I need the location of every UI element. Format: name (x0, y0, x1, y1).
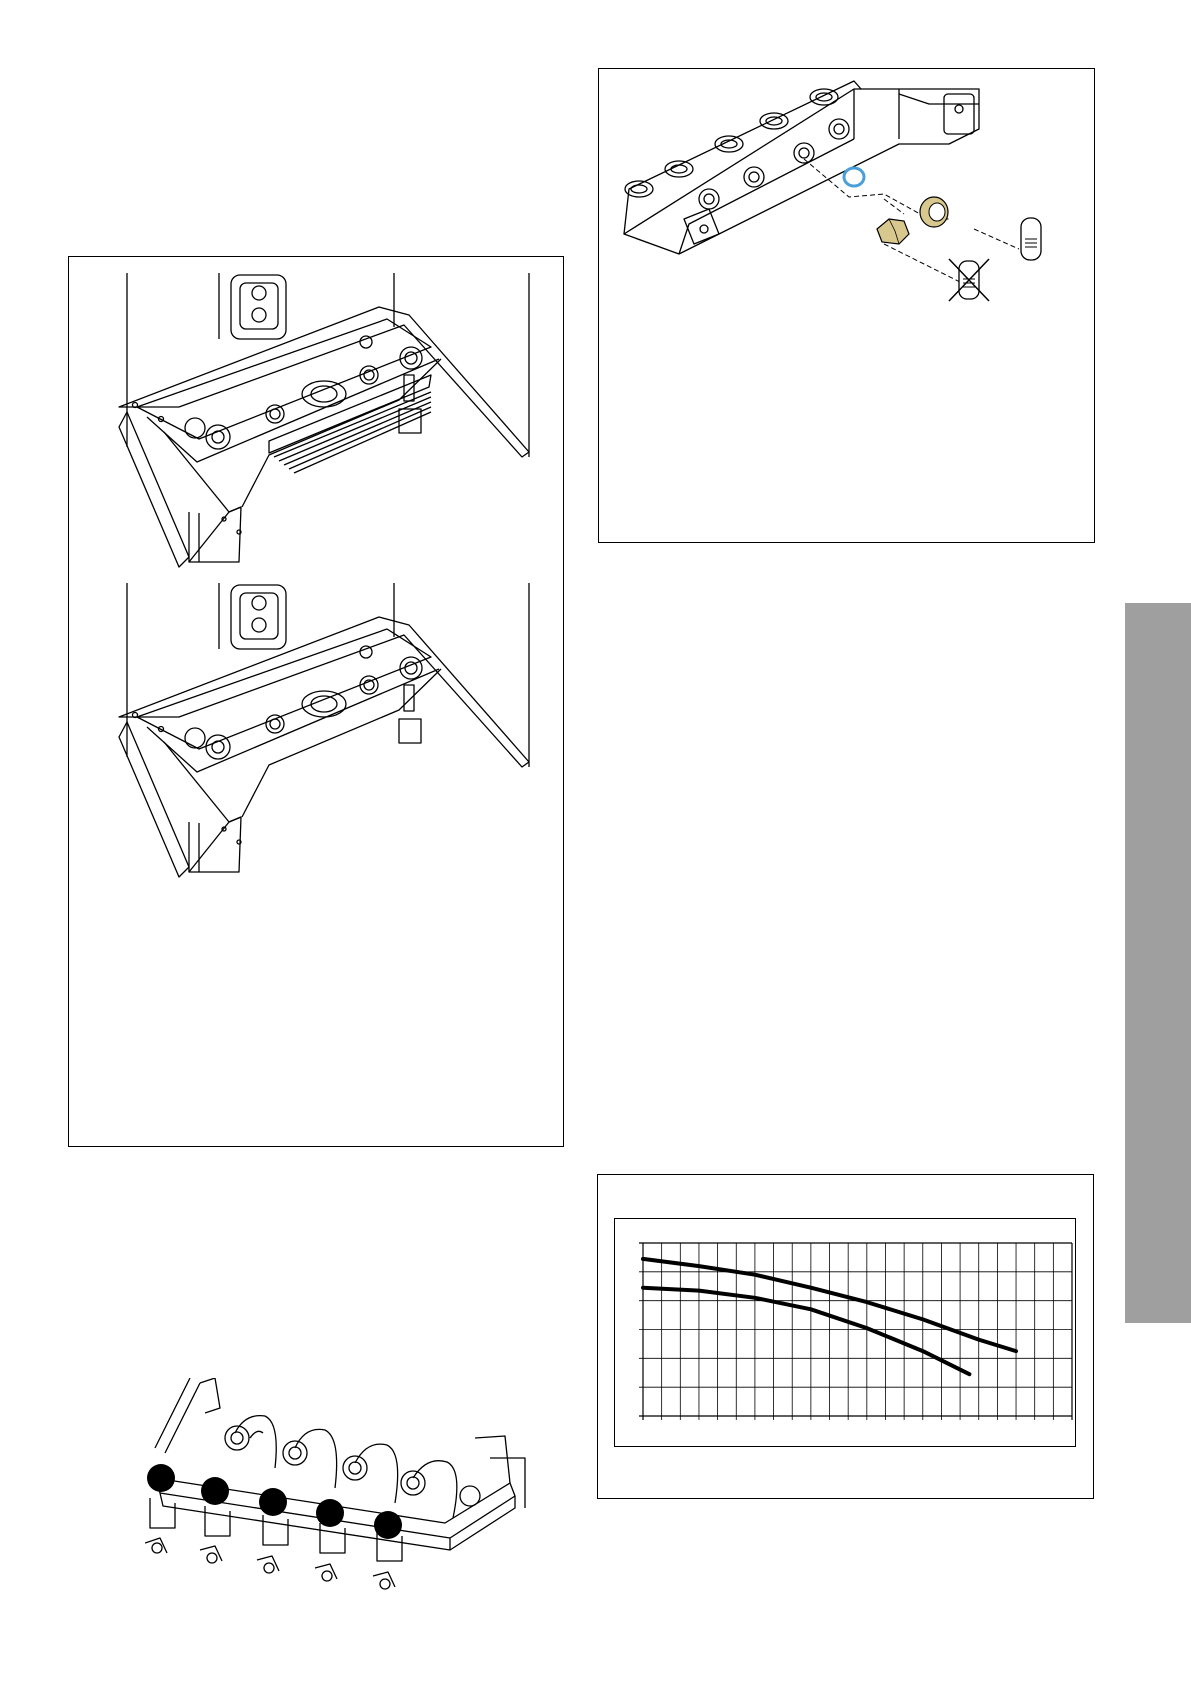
valve-manifold-drawing (145, 1378, 545, 1626)
tank-icon (1021, 218, 1041, 260)
manifold-ports (625, 89, 849, 209)
washer-icon (844, 168, 864, 186)
figure-valve-manifold (145, 1378, 545, 1626)
section-side-tab (1125, 603, 1191, 1323)
valve-marker (201, 1477, 229, 1505)
pump-curve-chart (598, 1175, 1092, 1497)
valve-marker (259, 1488, 287, 1516)
valve-marker (147, 1464, 175, 1492)
figure-manifold-fittings (598, 68, 1095, 543)
valve-marker (374, 1511, 402, 1539)
boiler-view-lower (119, 583, 529, 877)
no-tank-icon (949, 259, 989, 301)
adapter-fitting-icon (920, 197, 948, 227)
boiler-connections-drawing (69, 257, 562, 1145)
boiler-view-upper (119, 273, 529, 567)
figure-pump-chart (597, 1174, 1094, 1499)
manifold-fittings-drawing (599, 69, 1093, 541)
figure-boiler-connections (68, 256, 564, 1147)
cap-fitting-icon (877, 219, 909, 244)
valve-marker (316, 1499, 344, 1527)
